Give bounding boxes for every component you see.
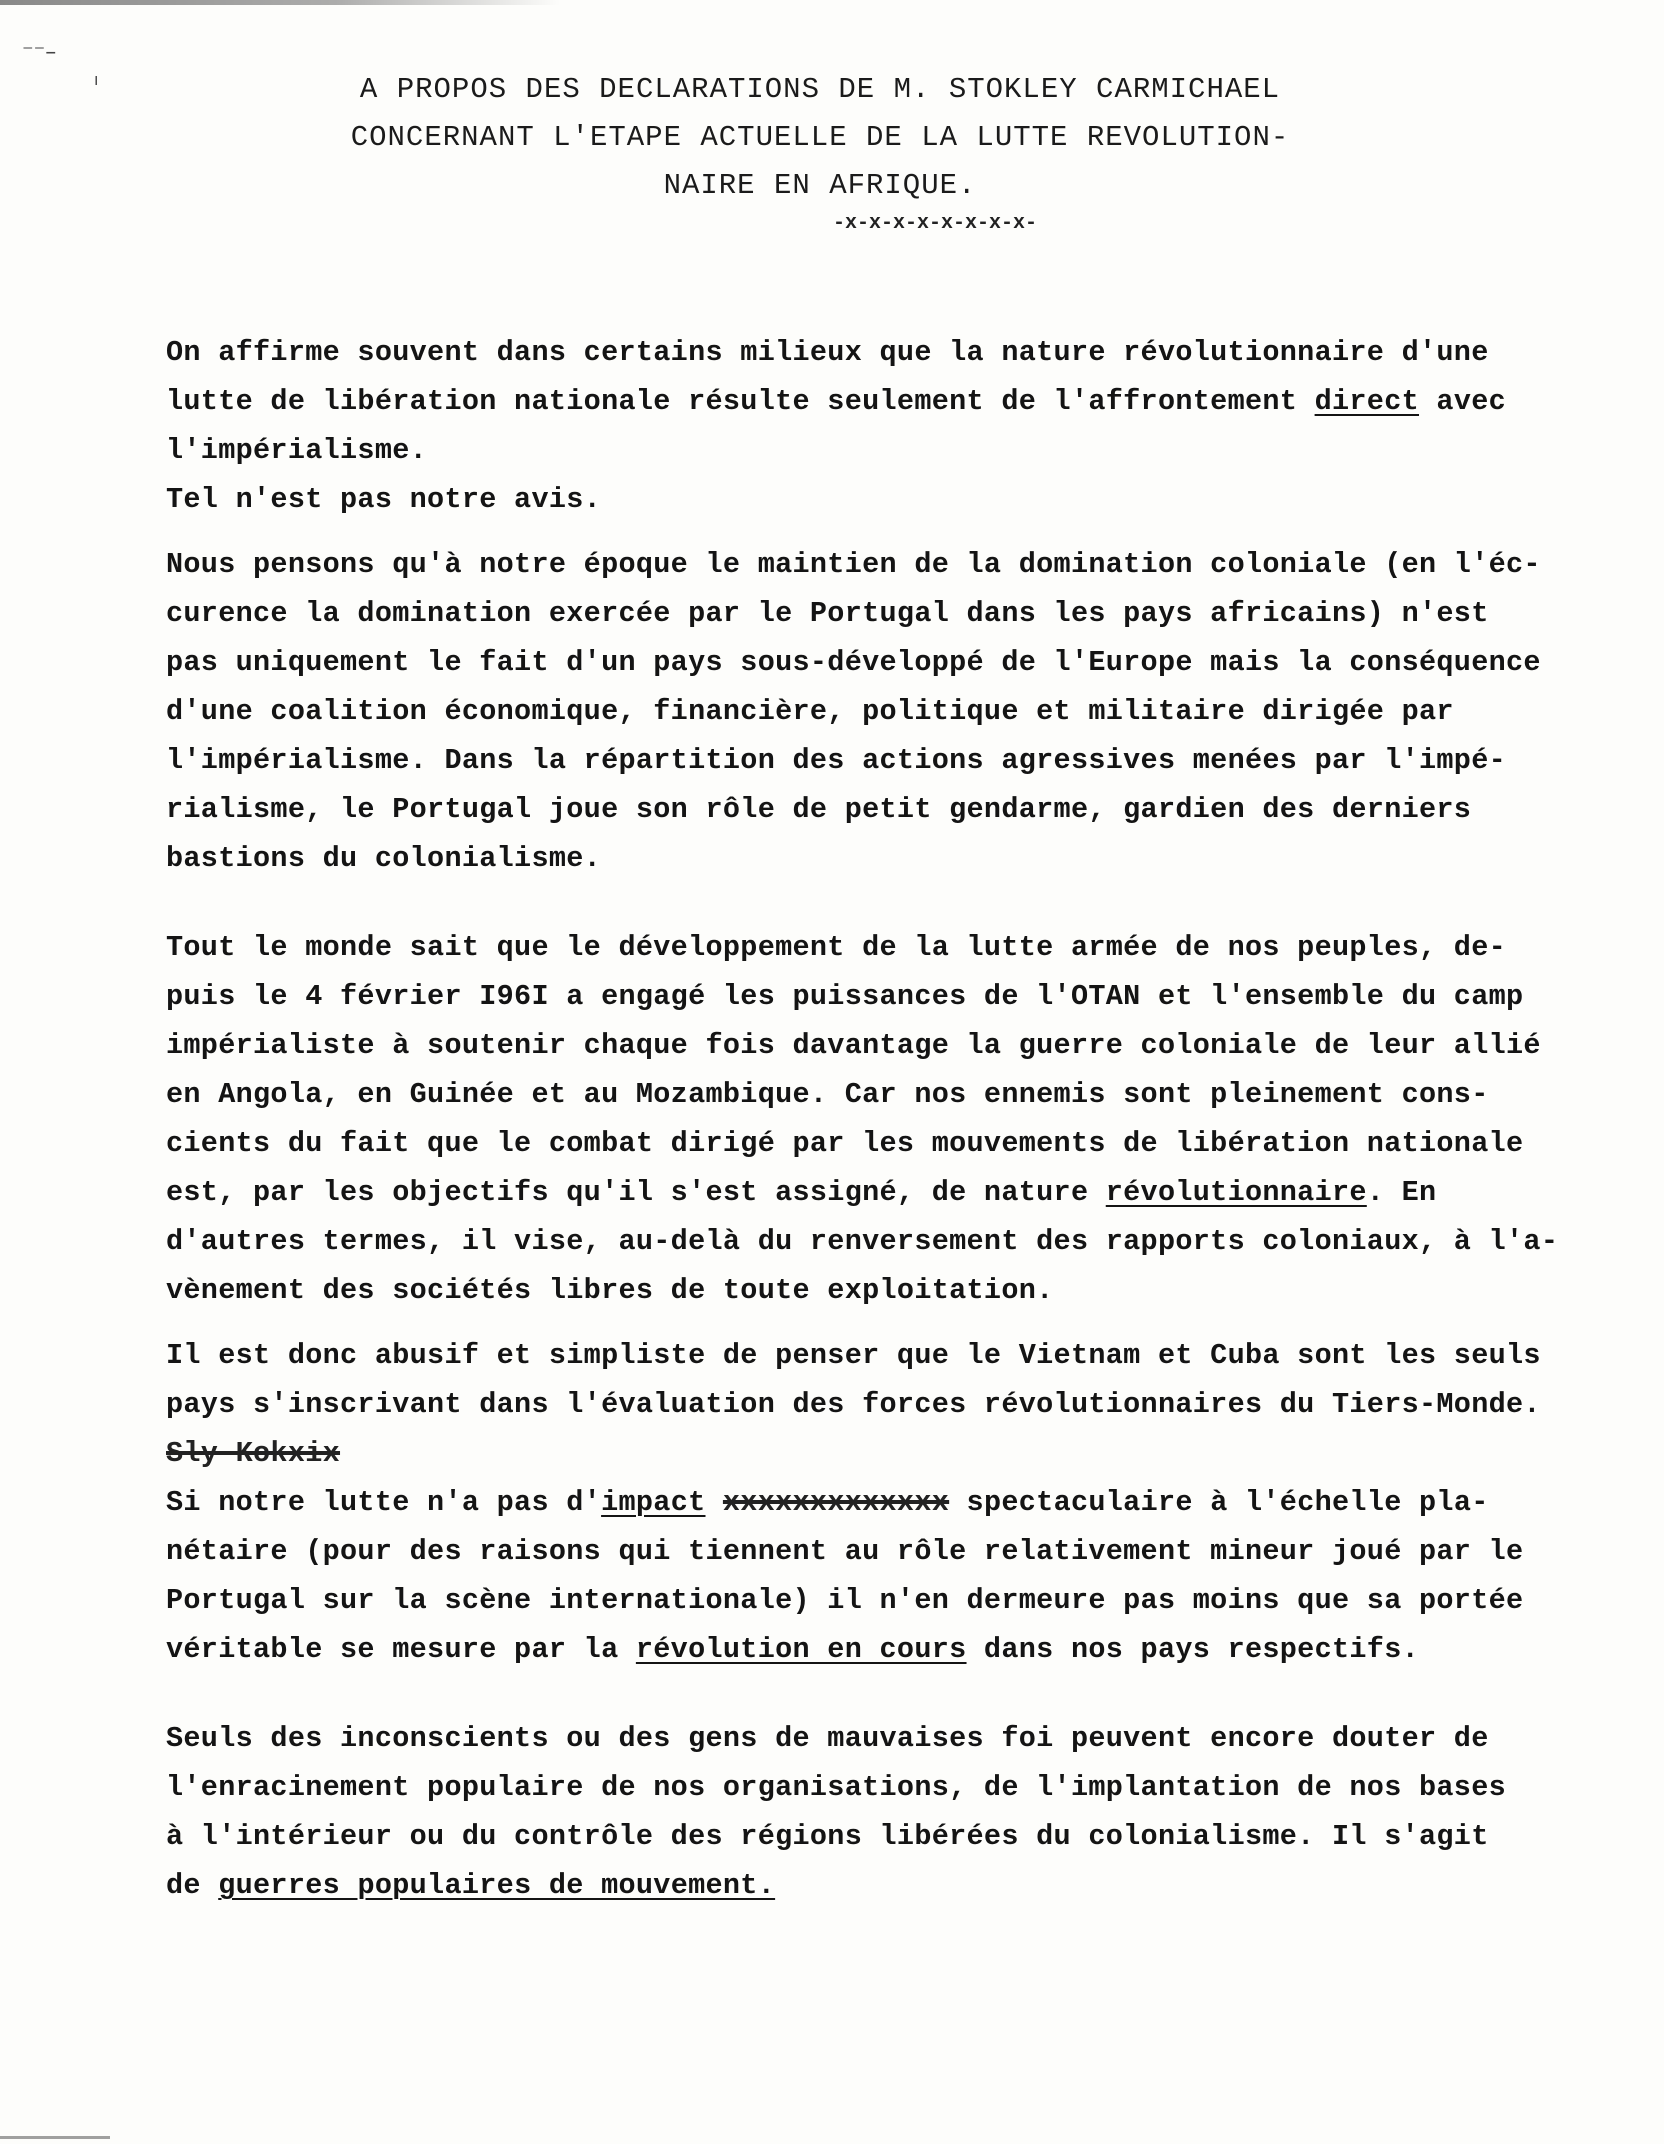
text-line bbox=[166, 1168, 1606, 1217]
paragraph bbox=[166, 1714, 1606, 1910]
title-line-2: CONCERNANT L'ETAPE ACTUELLE DE LA LUTTE REVOLUTION- bbox=[350, 121, 1290, 154]
text-line: pays s'inscrivant dans l'évaluation des forces révolutionnaires du Tiers-Monde. bbox=[166, 1388, 1541, 1421]
text-line: Seuls des inconscients ou des gens de mauvaises foi peuvent encore douter de bbox=[166, 1722, 1489, 1755]
paragraph bbox=[166, 540, 1606, 883]
text-line bbox=[166, 1429, 1606, 1478]
line-text bbox=[706, 1486, 723, 1519]
text-line bbox=[166, 1478, 1606, 1527]
text-line: d'autres termes, il vise, au-delà du renversement des rapports coloniaux, à l'a- bbox=[166, 1225, 1559, 1258]
text-line: impérialiste à soutenir chaque fois davantage la guerre coloniale de leur allié bbox=[166, 1029, 1541, 1062]
underlined-text: révolution en cours bbox=[635, 1633, 967, 1666]
text-line: d'une coalition économique, financière, politique et militaire dirigée par bbox=[166, 695, 1454, 728]
paragraph bbox=[166, 328, 1606, 524]
text-line: l'enracinement populaire de nos organisations, de l'implantation de nos bases bbox=[166, 1771, 1507, 1804]
line-text: est, par les objectifs qu'il s'est assigné, de nature bbox=[166, 1176, 1106, 1209]
text-line: Tout le monde sait que le développement de la lutte armée de nos peuples, de- bbox=[166, 931, 1507, 964]
struck-text: xxxxxxxxxxxxx bbox=[722, 1486, 950, 1519]
line-text: lutte de libération nationale résulte seulement de l'affrontement bbox=[166, 385, 1315, 418]
text-line: Tel n'est pas notre avis. bbox=[166, 483, 602, 516]
paragraph-gap bbox=[166, 883, 1606, 923]
text-line: l'impérialisme. bbox=[166, 434, 428, 467]
margin-tick-mark: ⁻⁻– bbox=[22, 40, 57, 65]
text-line: Nous pensons qu'à notre époque le maintien de la domination coloniale (en l'éc- bbox=[166, 548, 1541, 581]
paragraph-gap bbox=[166, 1315, 1606, 1331]
text-line: vènement des sociétés libres de toute exploitation. bbox=[166, 1274, 1054, 1307]
text-line: l'impérialisme. Dans la répartition des actions agressives menées par l'impé- bbox=[166, 744, 1507, 777]
scan-edge-bottom bbox=[0, 2136, 110, 2139]
line-text: dans nos pays respectifs. bbox=[966, 1633, 1420, 1666]
paragraph bbox=[166, 1331, 1606, 1674]
line-text: avec bbox=[1419, 385, 1507, 418]
text-line: puis le 4 février I96I a engagé les puissances de l'OTAN et l'ensemble du camp bbox=[166, 980, 1524, 1013]
title-line-3: NAIRE EN AFRIQUE. bbox=[663, 169, 977, 202]
text-line: cients du fait que le combat dirigé par les mouvements de libération nationale bbox=[166, 1127, 1524, 1160]
title-separator: -x-x-x-x-x-x-x-x- bbox=[832, 212, 1038, 235]
text-line: Il est donc abusif et simpliste de penser que le Vietnam et Cuba sont les seuls bbox=[166, 1339, 1541, 1372]
text-line bbox=[166, 377, 1606, 426]
document-title bbox=[300, 66, 1340, 238]
margin-tick-mark: ı bbox=[94, 70, 99, 89]
paragraph bbox=[166, 923, 1606, 1315]
line-text: véritable se mesure par la bbox=[166, 1633, 636, 1666]
text-line: à l'intérieur ou du contrôle des régions libérées du colonialisme. Il s'agit bbox=[166, 1820, 1489, 1853]
text-line: curence la domination exercée par le Portugal dans les pays africains) n'est bbox=[166, 597, 1489, 630]
text-line bbox=[166, 1861, 1606, 1910]
text-line bbox=[166, 1625, 1606, 1674]
paragraph-gap bbox=[166, 524, 1606, 540]
title-line-1: A PROPOS DES DECLARATIONS DE M. STOKLEY CARMICHAEL bbox=[359, 73, 1281, 106]
text-line: nétaire (pour des raisons qui tiennent au rôle relativement mineur joué par le bbox=[166, 1535, 1524, 1568]
line-text: spectaculaire à l'échelle pla- bbox=[949, 1486, 1489, 1519]
line-text: Si notre lutte n'a pas d' bbox=[166, 1486, 602, 1519]
text-line: rialisme, le Portugal joue son rôle de petit gendarme, gardien des derniers bbox=[166, 793, 1472, 826]
text-line: On affirme souvent dans certains milieux que la nature révolutionnaire d'une bbox=[166, 336, 1489, 369]
line-text: de bbox=[166, 1869, 219, 1902]
text-line: en Angola, en Guinée et au Mozambique. Car nos ennemis sont pleinement cons- bbox=[166, 1078, 1489, 1111]
struck-text: Sly-Kokxix bbox=[166, 1437, 341, 1470]
underlined-text: impact bbox=[601, 1486, 706, 1519]
paragraph-gap bbox=[166, 1674, 1606, 1714]
underlined-text: révolutionnaire bbox=[1105, 1176, 1367, 1209]
text-line: pas uniquement le fait d'un pays sous-développé de l'Europe mais la conséquence bbox=[166, 646, 1541, 679]
underlined-text: guerres populaires de mouvement. bbox=[218, 1869, 776, 1902]
underlined-text: direct bbox=[1314, 385, 1420, 418]
text-line: bastions du colonialisme. bbox=[166, 842, 602, 875]
scan-edge-top bbox=[0, 0, 560, 5]
line-text: . En bbox=[1366, 1176, 1437, 1209]
document-body bbox=[166, 328, 1606, 1910]
text-line: Portugal sur la scène internationale) il n'en dermeure pas moins que sa portée bbox=[166, 1584, 1524, 1617]
